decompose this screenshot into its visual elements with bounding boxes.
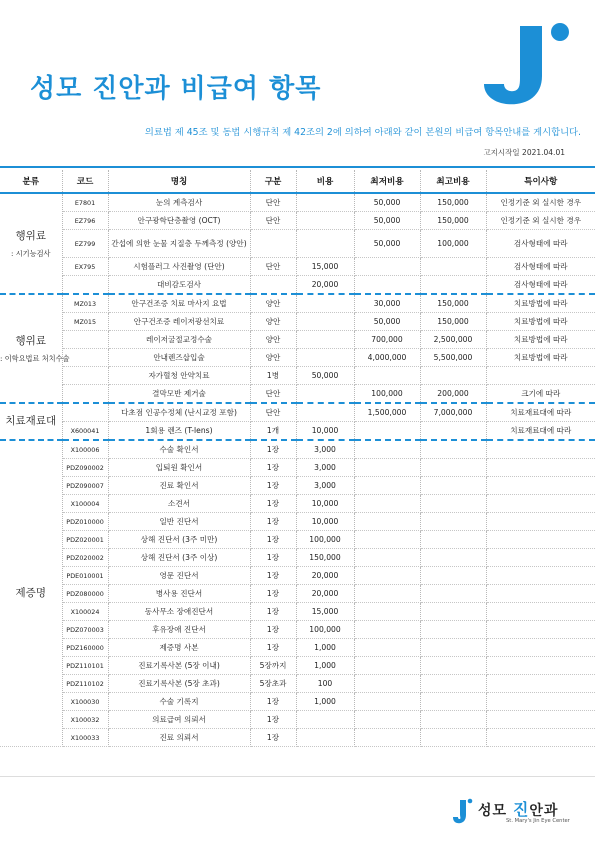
min-cost-cell — [354, 513, 420, 531]
min-cost-cell — [354, 657, 420, 675]
code-cell: X100006 — [62, 440, 108, 459]
unit-cell: 양안 — [250, 294, 296, 313]
table-row — [0, 621, 595, 639]
name-cell: 안구광학단층촬영 (OCT) — [108, 212, 250, 230]
table-row — [0, 313, 595, 331]
code-cell — [62, 385, 108, 404]
name-cell: 일반 진단서 — [108, 513, 250, 531]
name-cell: 의료급여 의뢰서 — [108, 711, 250, 729]
fee-table — [0, 170, 595, 747]
min-cost-cell — [354, 276, 420, 295]
name-cell: 진료기록사본 (5장 이내) — [108, 657, 250, 675]
name-cell: 안구건조증 레이저광선치료 — [108, 313, 250, 331]
max-cost-cell — [420, 603, 486, 621]
notes-cell: 치료방법에 따라 — [486, 313, 595, 331]
unit-cell: 1장 — [250, 440, 296, 459]
min-cost-cell: 50,000 — [354, 230, 420, 258]
min-cost-cell — [354, 675, 420, 693]
max-cost-cell — [420, 675, 486, 693]
code-cell: E7801 — [62, 193, 108, 212]
table-row — [0, 230, 595, 258]
code-cell: X100024 — [62, 603, 108, 621]
max-cost-cell: 5,500,000 — [420, 349, 486, 367]
name-cell: 동사무소 장애진단서 — [108, 603, 250, 621]
notes-cell: 치료방법에 따라 — [486, 349, 595, 367]
code-cell: PDZ110101 — [62, 657, 108, 675]
unit-cell: 1병 — [250, 367, 296, 385]
notice-date: 고지시작일 2021.04.01 — [483, 148, 565, 157]
unit-cell: 1장 — [250, 477, 296, 495]
notes-cell — [486, 495, 595, 513]
notes-cell — [486, 531, 595, 549]
cost-cell: 15,000 — [296, 258, 354, 276]
max-cost-cell — [420, 657, 486, 675]
name-cell: 결막모반 제거술 — [108, 385, 250, 404]
code-cell: PDZ160000 — [62, 639, 108, 657]
cost-cell: 10,000 — [296, 495, 354, 513]
name-cell: 레이저굴절교정수술 — [108, 331, 250, 349]
min-cost-cell — [354, 440, 420, 459]
cost-cell: 20,000 — [296, 567, 354, 585]
notes-cell — [486, 693, 595, 711]
table-row — [0, 585, 595, 603]
footer-rule — [0, 776, 595, 777]
code-cell: EZ796 — [62, 212, 108, 230]
max-cost-cell: 200,000 — [420, 385, 486, 404]
name-cell: 소견서 — [108, 495, 250, 513]
max-cost-cell — [420, 477, 486, 495]
unit-cell: 1장 — [250, 585, 296, 603]
name-cell: 자가혈청 안약치료 — [108, 367, 250, 385]
max-cost-cell: 150,000 — [420, 212, 486, 230]
name-cell: 수술 확인서 — [108, 440, 250, 459]
max-cost-cell — [420, 367, 486, 385]
unit-cell: 1장 — [250, 549, 296, 567]
code-cell: PDZ020002 — [62, 549, 108, 567]
brand-name-jin: 진 — [512, 800, 530, 819]
unit-cell: 1장 — [250, 603, 296, 621]
name-cell: 안구건조증 치료 마사지 요법 — [108, 294, 250, 313]
table-row — [0, 440, 595, 459]
min-cost-cell — [354, 567, 420, 585]
header-cost: 비용 — [296, 170, 354, 193]
code-cell: X100030 — [62, 693, 108, 711]
table-row — [0, 711, 595, 729]
min-cost-cell — [354, 495, 420, 513]
cost-cell — [296, 193, 354, 212]
min-cost-cell — [354, 621, 420, 639]
notes-cell: 치료재료대에 따라 — [486, 422, 595, 441]
table-row — [0, 422, 595, 441]
cost-cell — [296, 349, 354, 367]
notes-cell: 인정기준 외 실시한 경우 — [486, 212, 595, 230]
code-cell: PDZ020001 — [62, 531, 108, 549]
max-cost-cell — [420, 567, 486, 585]
name-cell: 영문 진단서 — [108, 567, 250, 585]
code-cell: X100033 — [62, 729, 108, 747]
brand-name-pre: 성모 — [478, 803, 508, 819]
table-row — [0, 367, 595, 385]
unit-cell: 1장 — [250, 531, 296, 549]
code-cell: PDZ110102 — [62, 675, 108, 693]
notes-cell — [486, 675, 595, 693]
table-row — [0, 639, 595, 657]
cost-cell: 1,000 — [296, 657, 354, 675]
notes-cell — [486, 711, 595, 729]
code-cell — [62, 276, 108, 295]
min-cost-cell: 1,500,000 — [354, 403, 420, 422]
code-cell — [62, 331, 108, 349]
table-row — [0, 693, 595, 711]
cost-cell — [296, 294, 354, 313]
unit-cell: 5장까지 — [250, 657, 296, 675]
footer-logo-icon — [452, 797, 472, 825]
cost-cell: 150,000 — [296, 549, 354, 567]
unit-cell: 단안 — [250, 403, 296, 422]
table-row — [0, 531, 595, 549]
min-cost-cell: 4,000,000 — [354, 349, 420, 367]
category-cell — [0, 440, 62, 747]
table-row — [0, 549, 595, 567]
min-cost-cell — [354, 367, 420, 385]
notes-cell — [486, 657, 595, 675]
unit-cell: 1장 — [250, 513, 296, 531]
max-cost-cell: 7,000,000 — [420, 403, 486, 422]
unit-cell: 양안 — [250, 349, 296, 367]
code-cell: MZ013 — [62, 294, 108, 313]
cost-cell: 10,000 — [296, 422, 354, 441]
min-cost-cell — [354, 603, 420, 621]
max-cost-cell — [420, 621, 486, 639]
cost-cell: 1,000 — [296, 693, 354, 711]
cost-cell: 50,000 — [296, 367, 354, 385]
name-cell: 후유장애 진단서 — [108, 621, 250, 639]
min-cost-cell: 700,000 — [354, 331, 420, 349]
unit-cell: 단안 — [250, 385, 296, 404]
notes-cell — [486, 513, 595, 531]
name-cell: 다초점 인공수정체 (난시교정 포함) — [108, 403, 250, 422]
category-label: 제증명 — [15, 587, 46, 600]
max-cost-cell — [420, 585, 486, 603]
notes-cell — [486, 567, 595, 585]
header-notes: 특이사항 — [486, 170, 595, 193]
min-cost-cell — [354, 693, 420, 711]
table-row — [0, 385, 595, 404]
cost-cell — [296, 331, 354, 349]
max-cost-cell — [420, 729, 486, 747]
unit-cell: 1개 — [250, 422, 296, 441]
min-cost-cell — [354, 729, 420, 747]
max-cost-cell: 100,000 — [420, 230, 486, 258]
cost-cell — [296, 212, 354, 230]
table-row — [0, 477, 595, 495]
table-row — [0, 294, 595, 313]
cost-cell — [296, 313, 354, 331]
max-cost-cell — [420, 459, 486, 477]
category-sublabel: : 시기능검사 — [11, 248, 51, 258]
cost-cell: 3,000 — [296, 477, 354, 495]
max-cost-cell — [420, 422, 486, 441]
name-cell: 시험플러그 사진촬영 (단안) — [108, 258, 250, 276]
min-cost-cell — [354, 258, 420, 276]
header-name: 명칭 — [108, 170, 250, 193]
unit-cell: 1장 — [250, 567, 296, 585]
notes-cell: 치료방법에 따라 — [486, 294, 595, 313]
table-row — [0, 258, 595, 276]
min-cost-cell: 50,000 — [354, 313, 420, 331]
notes-cell — [486, 621, 595, 639]
notes-cell: 검사형태에 따라 — [486, 276, 595, 295]
unit-cell: 1장 — [250, 693, 296, 711]
name-cell: 진료 확인서 — [108, 477, 250, 495]
cost-cell: 10,000 — [296, 513, 354, 531]
code-cell: MZ015 — [62, 313, 108, 331]
notes-cell — [486, 477, 595, 495]
notes-cell — [486, 729, 595, 747]
unit-cell: 단안 — [250, 193, 296, 212]
name-cell: 간섭에 의한 눈물 지질층 두께측정 (양안) — [108, 230, 250, 258]
table-row — [0, 603, 595, 621]
cost-cell — [296, 711, 354, 729]
header-rule — [0, 166, 595, 168]
max-cost-cell: 150,000 — [420, 313, 486, 331]
min-cost-cell — [354, 711, 420, 729]
max-cost-cell — [420, 549, 486, 567]
unit-cell: 1장 — [250, 459, 296, 477]
category-cell — [0, 294, 70, 403]
unit-cell: 양안 — [250, 313, 296, 331]
code-cell: PDE010001 — [62, 567, 108, 585]
cost-cell: 20,000 — [296, 585, 354, 603]
code-cell: PDZ010000 — [62, 513, 108, 531]
cost-cell: 20,000 — [296, 276, 354, 295]
brand-name — [478, 797, 558, 820]
min-cost-cell — [354, 549, 420, 567]
table-row — [0, 403, 595, 422]
notes-cell — [486, 603, 595, 621]
code-cell: PDZ090007 — [62, 477, 108, 495]
code-cell: X100004 — [62, 495, 108, 513]
name-cell: 제증명 사본 — [108, 639, 250, 657]
table-header-row — [0, 170, 595, 193]
name-cell: 1회용 렌즈 (T-lens) — [108, 422, 250, 441]
code-cell: EX795 — [62, 258, 108, 276]
unit-cell: 양안 — [250, 331, 296, 349]
name-cell: 상해 진단서 (3주 미만) — [108, 531, 250, 549]
cost-cell: 3,000 — [296, 459, 354, 477]
name-cell: 입퇴원 확인서 — [108, 459, 250, 477]
min-cost-cell — [354, 422, 420, 441]
table-row — [0, 193, 595, 212]
unit-cell: 단안 — [250, 258, 296, 276]
max-cost-cell — [420, 693, 486, 711]
category-sublabel: : 이학요법료 처치수술 — [0, 353, 70, 363]
name-cell: 병사용 진단서 — [108, 585, 250, 603]
max-cost-cell — [420, 276, 486, 295]
name-cell: 눈의 계측검사 — [108, 193, 250, 212]
cost-cell — [296, 230, 354, 258]
notes-cell — [486, 585, 595, 603]
min-cost-cell — [354, 585, 420, 603]
min-cost-cell — [354, 477, 420, 495]
code-cell: PDZ080000 — [62, 585, 108, 603]
code-cell: PDZ090002 — [62, 459, 108, 477]
table-row — [0, 349, 595, 367]
notes-cell — [486, 459, 595, 477]
notes-cell: 인정기준 외 실시한 경우 — [486, 193, 595, 212]
code-cell: PDZ070003 — [62, 621, 108, 639]
max-cost-cell — [420, 531, 486, 549]
category-label: 치료재료대 — [5, 415, 57, 428]
min-cost-cell: 30,000 — [354, 294, 420, 313]
min-cost-cell — [354, 531, 420, 549]
header-min-cost: 최저비용 — [354, 170, 420, 193]
name-cell: 진료기록사본 (5장 초과) — [108, 675, 250, 693]
unit-cell: 1장 — [250, 621, 296, 639]
unit-cell — [250, 230, 296, 258]
category-label: 행위료 — [15, 334, 46, 347]
cost-cell: 100,000 — [296, 531, 354, 549]
category-label: 행위료 — [15, 229, 46, 242]
max-cost-cell — [420, 258, 486, 276]
name-cell: 상해 진단서 (3주 이상) — [108, 549, 250, 567]
table-row — [0, 513, 595, 531]
max-cost-cell: 2,500,000 — [420, 331, 486, 349]
unit-cell: 단안 — [250, 212, 296, 230]
name-cell: 안내렌즈삽입술 — [108, 349, 250, 367]
notes-cell — [486, 549, 595, 567]
table-row — [0, 729, 595, 747]
unit-cell: 1장 — [250, 639, 296, 657]
cost-cell — [296, 729, 354, 747]
table-row — [0, 212, 595, 230]
unit-cell — [250, 276, 296, 295]
cost-cell — [296, 403, 354, 422]
clinic-logo-icon — [476, 18, 572, 108]
min-cost-cell: 50,000 — [354, 193, 420, 212]
notes-cell: 치료재료대에 따라 — [486, 403, 595, 422]
notes-cell — [486, 367, 595, 385]
min-cost-cell — [354, 639, 420, 657]
table-row — [0, 276, 595, 295]
table-row — [0, 567, 595, 585]
table-row — [0, 675, 595, 693]
max-cost-cell — [420, 440, 486, 459]
cost-cell: 100 — [296, 675, 354, 693]
header-max-cost: 최고비용 — [420, 170, 486, 193]
min-cost-cell: 100,000 — [354, 385, 420, 404]
cost-cell: 100,000 — [296, 621, 354, 639]
category-cell — [0, 193, 62, 294]
table-row — [0, 657, 595, 675]
unit-cell: 5장초과 — [250, 675, 296, 693]
code-cell: X600041 — [62, 422, 108, 441]
notes-cell — [486, 639, 595, 657]
notes-cell: 검사형태에 따라 — [486, 258, 595, 276]
max-cost-cell — [420, 639, 486, 657]
name-cell: 수술 기록지 — [108, 693, 250, 711]
code-cell — [62, 403, 108, 422]
cost-cell: 15,000 — [296, 603, 354, 621]
name-cell: 진료 의뢰서 — [108, 729, 250, 747]
brand-english-name: St. Mary's Jin Eye Center — [506, 818, 570, 824]
code-cell — [62, 367, 108, 385]
cost-cell: 1,000 — [296, 639, 354, 657]
page-title: 성모 진안과 비급여 항목 — [30, 74, 322, 104]
min-cost-cell — [354, 459, 420, 477]
legal-notice: 의료법 제 45조 및 동법 시행규칙 제 42조의 2에 의하여 아래와 같이 본원의 비급여 항목안내를 게시합니다. — [144, 127, 581, 138]
code-cell: EZ799 — [62, 230, 108, 258]
name-cell: 대비감도검사 — [108, 276, 250, 295]
notes-cell: 검사형태에 따라 — [486, 230, 595, 258]
max-cost-cell — [420, 711, 486, 729]
table-row — [0, 331, 595, 349]
notes-cell: 크기에 따라 — [486, 385, 595, 404]
min-cost-cell: 50,000 — [354, 212, 420, 230]
table-row — [0, 495, 595, 513]
header-unit: 구분 — [250, 170, 296, 193]
unit-cell: 1장 — [250, 729, 296, 747]
fee-table-body — [0, 193, 595, 747]
code-cell: X100032 — [62, 711, 108, 729]
notes-cell: 치료방법에 따라 — [486, 331, 595, 349]
cost-cell — [296, 385, 354, 404]
unit-cell: 1장 — [250, 711, 296, 729]
max-cost-cell: 150,000 — [420, 294, 486, 313]
notes-cell — [486, 440, 595, 459]
max-cost-cell — [420, 495, 486, 513]
table-row — [0, 459, 595, 477]
unit-cell: 1장 — [250, 495, 296, 513]
category-cell — [0, 403, 62, 440]
header-code: 코드 — [62, 170, 108, 193]
max-cost-cell: 150,000 — [420, 193, 486, 212]
brand-name-post: 안과 — [529, 803, 559, 819]
header-category: 분류 — [0, 170, 62, 193]
cost-cell: 3,000 — [296, 440, 354, 459]
max-cost-cell — [420, 513, 486, 531]
